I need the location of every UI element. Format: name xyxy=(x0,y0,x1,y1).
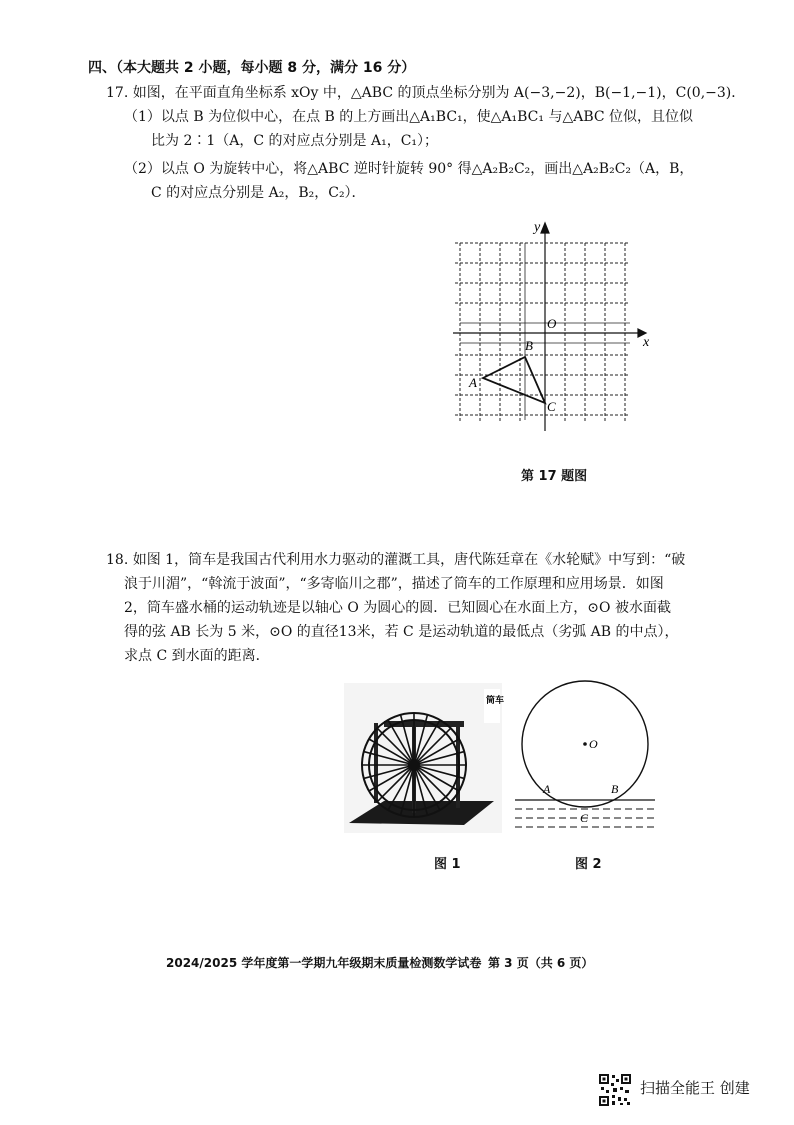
circle-water-diagram xyxy=(510,675,660,845)
origin-label: O xyxy=(547,316,557,331)
point-c-label: C xyxy=(547,399,556,414)
fig2-caption: 图 2 xyxy=(575,857,602,872)
scanner-watermark: 扫描全能王 创建 xyxy=(640,1079,750,1097)
fig1-caption: 图 1 xyxy=(434,857,461,872)
water-wheel-side-label: 筒车 xyxy=(486,695,505,705)
q17-line-2: （1）以点 B 为位似中心，在点 B 的上方画出△A₁BC₁，使△A₁BC₁ 与△ABC 位似，且位似 xyxy=(124,109,694,125)
q18-line-2: 浪于川湄”，“斡流于波面”，“多寄临川之郡”，描述了筒车的工作原理和应用场景．如图 xyxy=(124,576,664,592)
section-heading: 四、（本大题共 2 小题，每小题 8 分，满分 16 分） xyxy=(88,60,416,76)
q18-line-1: 18. 如图 1，筒车是我国古代利用水力驱动的灌溉工具，唐代陈廷章在《水轮赋》中写到：“破 xyxy=(106,552,686,568)
page-number: 第 3 页（共 6 页） xyxy=(488,956,594,970)
x-axis-label: x xyxy=(643,335,650,350)
qr-code-icon xyxy=(598,1073,632,1107)
q18-line-3: 2，筒车盛水桶的运动轨迹是以轴心 O 为圆心的圆．已知圆心在水面上方，⊙O 被水面截 xyxy=(124,600,671,616)
q17-line-5: C 的对应点分别是 A₂，B₂，C₂）． xyxy=(151,185,366,201)
water-wheel-photo xyxy=(344,683,505,833)
q17-line-4: （2）以点 O 为旋转中心，将△ABC 逆时针旋转 90° 得△A₂B₂C₂，画出△A₂B₂C₂（A，B， xyxy=(124,161,694,177)
point-b-label: B xyxy=(525,338,533,353)
y-axis-label: y xyxy=(534,220,541,235)
point-b-label-fig2: B xyxy=(611,782,619,796)
center-o-label: O xyxy=(589,737,598,751)
q17-coordinate-grid xyxy=(445,215,660,435)
exam-title: 2024/2025 学年度第一学期九年级期末质量检测数学试卷 xyxy=(166,956,482,970)
point-c-label-fig2: C xyxy=(580,811,589,825)
triangle-abc xyxy=(483,357,545,403)
q18-line-4: 得的弦 AB 长为 5 米，⊙O 的直径13米，若 C 是运动轨道的最低点（劣弧 AB 的中点）， xyxy=(124,624,679,640)
q17-figure-caption: 第 17 题图 xyxy=(521,469,588,484)
q18-line-5: 求点 C 到水面的距离． xyxy=(124,648,270,664)
q17-line-1: 17. 如图，在平面直角坐标系 xOy 中，△ABC 的顶点坐标分别为 A(−3,−2)，B(−1,−1)，C(0,−3)． xyxy=(106,85,746,101)
q17-line-3: 比为 2∶1（A，C 的对应点分别是 A₁，C₁）； xyxy=(151,133,439,149)
point-a-label: A xyxy=(469,375,477,390)
point-a-label-fig2: A xyxy=(543,782,551,796)
